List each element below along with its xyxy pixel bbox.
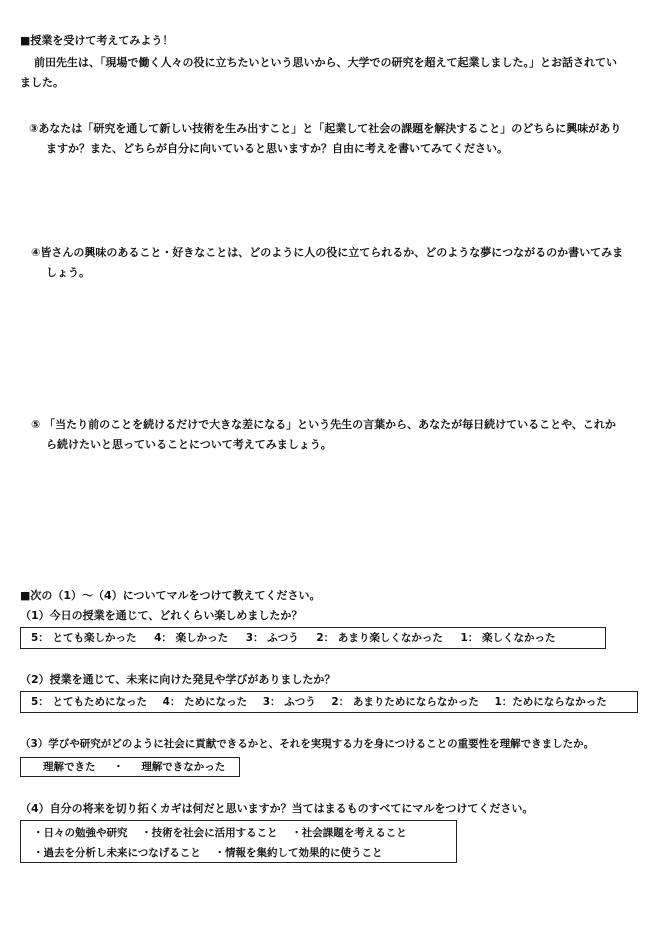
intro-text-line2: ました。: [20, 76, 64, 89]
survey-4-options-row2: [33, 843, 456, 863]
survey-1-option-4[interactable]: 4： 楽しかった: [154, 632, 229, 644]
survey-1-option-1[interactable]: 1： 楽しくなかった: [460, 632, 556, 644]
survey-4-option-apply-tech[interactable]: ・技術を社会に活用すること: [141, 827, 278, 839]
survey-1-option-2[interactable]: 2： あまり楽しくなかった: [316, 632, 443, 644]
survey-3-option-not-understood[interactable]: 理解できなかった: [141, 761, 226, 773]
survey-3-option-understood[interactable]: 理解できた: [43, 761, 96, 773]
survey-4-options: [20, 820, 457, 863]
survey-question-1: （1）今日の授業を通じて、どれくらい楽しめましたか？: [20, 609, 303, 622]
question-5-line1: ⑤ 「当たり前のことを続けるだけで大きな差になる」という先生の言葉から、あなたが毎日続けていることや、これか: [31, 418, 616, 431]
survey-4-option-analyze-past[interactable]: ・過去を分析し未来につなげること: [33, 847, 201, 859]
question-4-line2: しょう。: [46, 266, 90, 279]
survey-4-options-row1: [33, 823, 456, 843]
survey-question-3: （3）学びや研究がどのように社会に貢献できるかと、それを実現する力を身につけることの重要性を理解できましたか。: [20, 738, 595, 750]
survey-2-option-1[interactable]: 1：ためにならなかった: [494, 696, 607, 708]
survey-2-option-3[interactable]: 3： ふつう: [262, 696, 316, 708]
survey-question-2: （2）授業を通じて、未来に向けた発見や学びがありましたか？: [20, 673, 336, 686]
survey-heading: ■次の（1）～（4）についてマルをつけて教えてください。: [20, 589, 321, 602]
survey-4-option-social-issues[interactable]: ・社会課題を考えること: [291, 827, 407, 839]
survey-1-options: [20, 627, 606, 649]
survey-2-options: [20, 691, 638, 713]
intro-text-line1: 前田先生は、「現場で働く人々の役に立ちたいという思いから、大学での研究を超えて起業しました。」とお話されてい: [34, 56, 617, 69]
survey-2-option-2[interactable]: 2： あまりためにならなかった: [331, 696, 479, 708]
question-4-line1: ④皆さんの興味のあること・好きなことは、どのように人の役に立てられるか、どのような夢につながるのか書いてみま: [31, 246, 624, 259]
survey-2-option-5[interactable]: 5： とてもためになった: [31, 696, 147, 708]
survey-4-option-use-information[interactable]: ・情報を集約して効果的に使うこと: [214, 847, 383, 859]
survey-3-options: [20, 757, 240, 777]
question-3-line2: ますか？また、どちらが自分に向いていると思いますか？自由に考えを書いてみてください。: [46, 142, 508, 155]
survey-1-option-5[interactable]: 5： とても楽しかった: [31, 632, 137, 644]
survey-3-separator: ・: [113, 761, 124, 773]
question-5-line2: ら続けたいと思っていることについて考えてみましょう。: [46, 438, 332, 451]
survey-1-option-3[interactable]: 3： ふつう: [245, 632, 299, 644]
reflection-heading: ■授業を受けて考えてみよう！: [20, 34, 174, 47]
survey-question-4: （4）自分の将来を切り拓くカギは何だと思いますか？当てはまるものすべてにマルをつけてください。: [20, 802, 534, 815]
survey-2-option-4[interactable]: 4： ためになった: [162, 696, 248, 708]
survey-4-option-study[interactable]: ・日々の勉強や研究: [33, 827, 128, 839]
question-3-line1: ③あなたは「研究を通して新しい技術を生み出すこと」と「起業して社会の課題を解決すること」のどちらに興味があり: [29, 122, 622, 135]
